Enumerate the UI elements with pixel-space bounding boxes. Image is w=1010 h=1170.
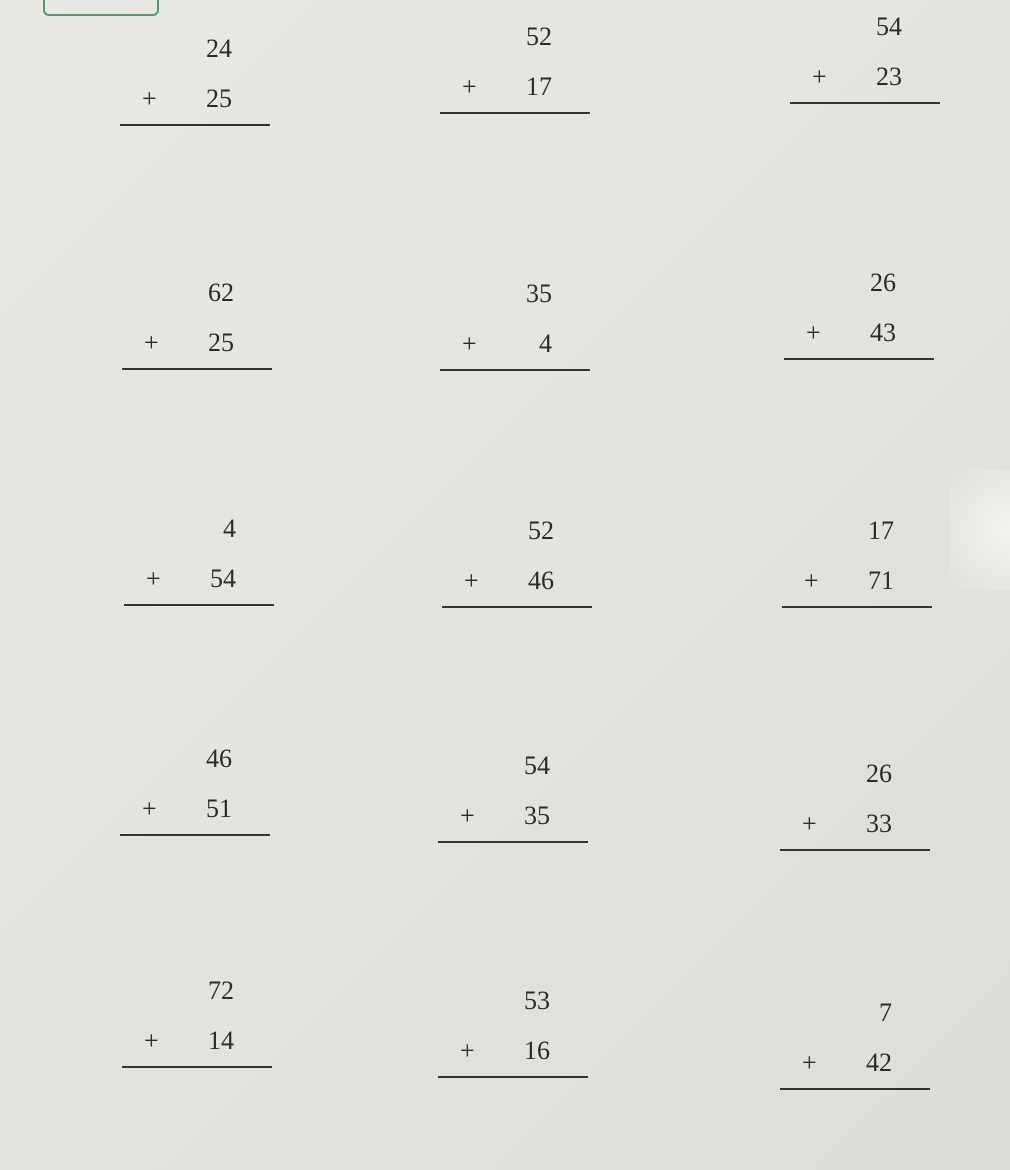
addend-top: 46 — [206, 744, 232, 773]
addend-top: 26 — [870, 268, 896, 297]
answer-line — [442, 606, 592, 608]
answer-line — [438, 1076, 588, 1078]
addition-problem — [120, 34, 270, 129]
answer-line — [438, 841, 588, 843]
addend-bottom: 14 — [208, 1026, 234, 1055]
plus-sign: + — [806, 318, 821, 347]
plus-sign: + — [802, 809, 817, 838]
addend-bottom: 71 — [868, 566, 894, 595]
answer-line — [122, 1066, 272, 1068]
addend-top: 52 — [528, 516, 554, 545]
addend-bottom: 16 — [524, 1036, 550, 1065]
plus-sign: + — [802, 1048, 817, 1077]
answer-line — [120, 834, 270, 836]
addition-problem — [120, 744, 270, 839]
addend-top: 54 — [876, 12, 902, 41]
addend-top: 62 — [208, 278, 234, 307]
answer-line — [780, 849, 930, 851]
plus-sign: + — [144, 328, 159, 357]
addition-problem — [122, 278, 272, 373]
addend-top: 52 — [526, 22, 552, 51]
addend-top: 72 — [208, 976, 234, 1005]
answer-line — [790, 102, 940, 104]
addition-problem — [438, 751, 588, 846]
addition-problem — [782, 516, 932, 611]
answer-line — [784, 358, 934, 360]
addend-bottom: 46 — [528, 566, 554, 595]
answer-line — [440, 112, 590, 114]
addition-problem — [438, 986, 588, 1081]
plus-sign: + — [462, 72, 477, 101]
addition-problem — [780, 759, 930, 854]
addend-bottom: 23 — [876, 62, 902, 91]
plus-sign: + — [142, 794, 157, 823]
plus-sign: + — [144, 1026, 159, 1055]
plus-sign: + — [804, 566, 819, 595]
addend-bottom: 42 — [866, 1048, 892, 1077]
addend-bottom: 4 — [539, 329, 552, 358]
addition-problem — [440, 279, 590, 374]
addend-bottom: 43 — [870, 318, 896, 347]
addend-top: 24 — [206, 34, 232, 63]
addition-problem — [442, 516, 592, 611]
plus-sign: + — [460, 1036, 475, 1065]
addition-problem — [124, 514, 274, 609]
addend-bottom: 25 — [208, 328, 234, 357]
addend-top: 26 — [866, 759, 892, 788]
addition-problem — [790, 12, 940, 107]
addition-problem — [784, 268, 934, 363]
addend-bottom: 54 — [210, 564, 236, 593]
answer-line — [122, 368, 272, 370]
plus-sign: + — [462, 329, 477, 358]
addition-problem — [122, 976, 272, 1071]
answer-line — [780, 1088, 930, 1090]
section-badge — [43, 0, 159, 16]
addend-top: 35 — [526, 279, 552, 308]
addition-problem — [780, 998, 930, 1093]
addend-bottom: 25 — [206, 84, 232, 113]
addend-top: 54 — [524, 751, 550, 780]
addend-top: 7 — [879, 998, 892, 1027]
addend-bottom: 17 — [526, 72, 552, 101]
addend-bottom: 51 — [206, 794, 232, 823]
answer-line — [782, 606, 932, 608]
answer-line — [120, 124, 270, 126]
plus-sign: + — [460, 801, 475, 830]
addend-top: 53 — [524, 986, 550, 1015]
addend-top: 4 — [223, 514, 236, 543]
answer-line — [440, 369, 590, 371]
answer-line — [124, 604, 274, 606]
addend-top: 17 — [868, 516, 894, 545]
plus-sign: + — [812, 62, 827, 91]
plus-sign: + — [146, 564, 161, 593]
addition-problem — [440, 22, 590, 117]
paper-fold — [950, 470, 1010, 590]
addend-bottom: 35 — [524, 801, 550, 830]
plus-sign: + — [464, 566, 479, 595]
addend-bottom: 33 — [866, 809, 892, 838]
plus-sign: + — [142, 84, 157, 113]
